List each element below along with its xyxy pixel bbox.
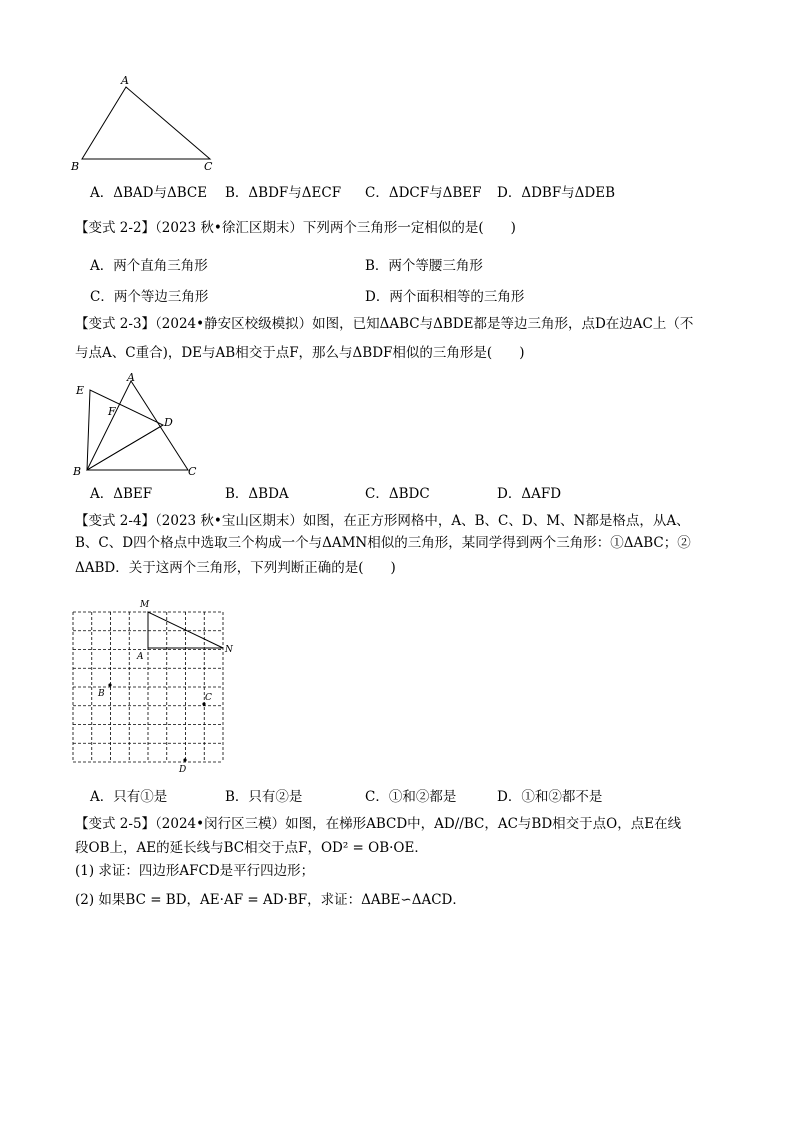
q23-option-b[interactable]: B．ΔBDA <box>225 486 289 502</box>
q24-option-b[interactable]: B．只有②是 <box>225 789 303 805</box>
q23-option-c[interactable]: C．ΔBDC <box>365 486 430 502</box>
fig3-label-b: B <box>98 689 105 699</box>
fig2-label-a: A <box>127 371 135 384</box>
q22-option-c[interactable]: C．两个等边三角形 <box>90 289 209 305</box>
fig3-label-d: D <box>179 765 187 775</box>
q25-part1: (1) 求证：四边形AFCD是平行四边形； <box>75 863 315 879</box>
q24-option-a[interactable]: A．只有①是 <box>90 789 168 805</box>
q22-option-a[interactable]: A．两个直角三角形 <box>90 258 208 274</box>
q22-options-row2 <box>90 288 690 306</box>
q1-option-d[interactable]: D．ΔDBF与ΔDEB <box>497 185 616 201</box>
q1-options <box>90 184 690 202</box>
q24-stem-line3: ΔABD．关于这两个三角形，下列判断正确的是( ) <box>75 560 396 576</box>
fig2-label-f: F <box>108 405 116 418</box>
figure-square-grid <box>60 595 250 780</box>
q23-stem-line2: 与点A、C重合)，DE与AB相交于点F，那么与ΔBDF相似的三角形是( ) <box>75 345 525 361</box>
q1-option-b[interactable]: B．ΔBDF与ΔECF <box>225 185 342 201</box>
q23-option-d[interactable]: D．ΔAFD <box>497 486 562 502</box>
q25-part2: (2) 如果BC = BD，AE·AF = AD·BF，求证：ΔABE∽ΔACD． <box>75 892 466 908</box>
fig1-label-a: A <box>121 74 129 87</box>
q24-option-c[interactable]: C．①和②都是 <box>365 789 457 805</box>
q24-stem-line1: 【变式 2-4】（2023 秋•宝山区期末）如图，在正方形网格中，A、B、C、D、M、N都是格点，从A、 <box>75 513 690 529</box>
fig3-label-a: A <box>137 652 144 662</box>
q1-option-a[interactable]: A．ΔBAD与ΔBCE <box>90 185 208 201</box>
q23-stem-line1: 【变式 2-3】（2024•静安区校级模拟）如图，已知ΔABC与ΔBDE都是等边三角形，点D在边AC上（不 <box>75 316 694 332</box>
fig2-label-c: C <box>188 465 197 478</box>
figure-equilateral-triangles <box>60 368 210 483</box>
fig1-label-b: B <box>71 160 80 173</box>
q22-stem: 【变式 2-2】（2023 秋•徐汇区期末）下列两个三角形一定相似的是( ) <box>75 220 516 236</box>
fig1-label-c: C <box>204 160 213 173</box>
q22-option-b[interactable]: B．两个等腰三角形 <box>365 258 483 274</box>
q22-options-row1 <box>90 257 690 275</box>
q24-option-d[interactable]: D．①和②都不是 <box>497 789 603 805</box>
q25-stem-line1: 【变式 2-5】（2024•闵行区三模）如图，在梯形ABCD中，AD//BC，AC与BD相交于点O，点E在线 <box>75 816 682 832</box>
fig3-label-n: N <box>225 645 233 655</box>
figure-triangle-abc <box>60 70 230 180</box>
q25-stem-line2: 段OB上，AE的延长线与BC相交于点F，OD² = OB·OE． <box>75 840 428 856</box>
q24-stem-line2: B、C、D四个格点中选取三个构成一个与ΔAMN相似的三角形，某同学得到两个三角形：①ΔABC；② <box>75 535 691 551</box>
q22-option-d[interactable]: D．两个面积相等的三角形 <box>365 289 525 305</box>
q24-options <box>90 788 690 806</box>
q23-option-a[interactable]: A．ΔBEF <box>90 486 153 502</box>
fig3-label-m: M <box>140 600 150 610</box>
fig2-label-b: B <box>73 465 82 478</box>
fig2-label-e: E <box>76 384 85 397</box>
q23-options <box>90 485 690 503</box>
fig2-label-d: D <box>164 416 173 429</box>
fig3-label-c: C <box>205 693 212 703</box>
q1-option-c[interactable]: C．ΔDCF与ΔBEF <box>365 185 482 201</box>
